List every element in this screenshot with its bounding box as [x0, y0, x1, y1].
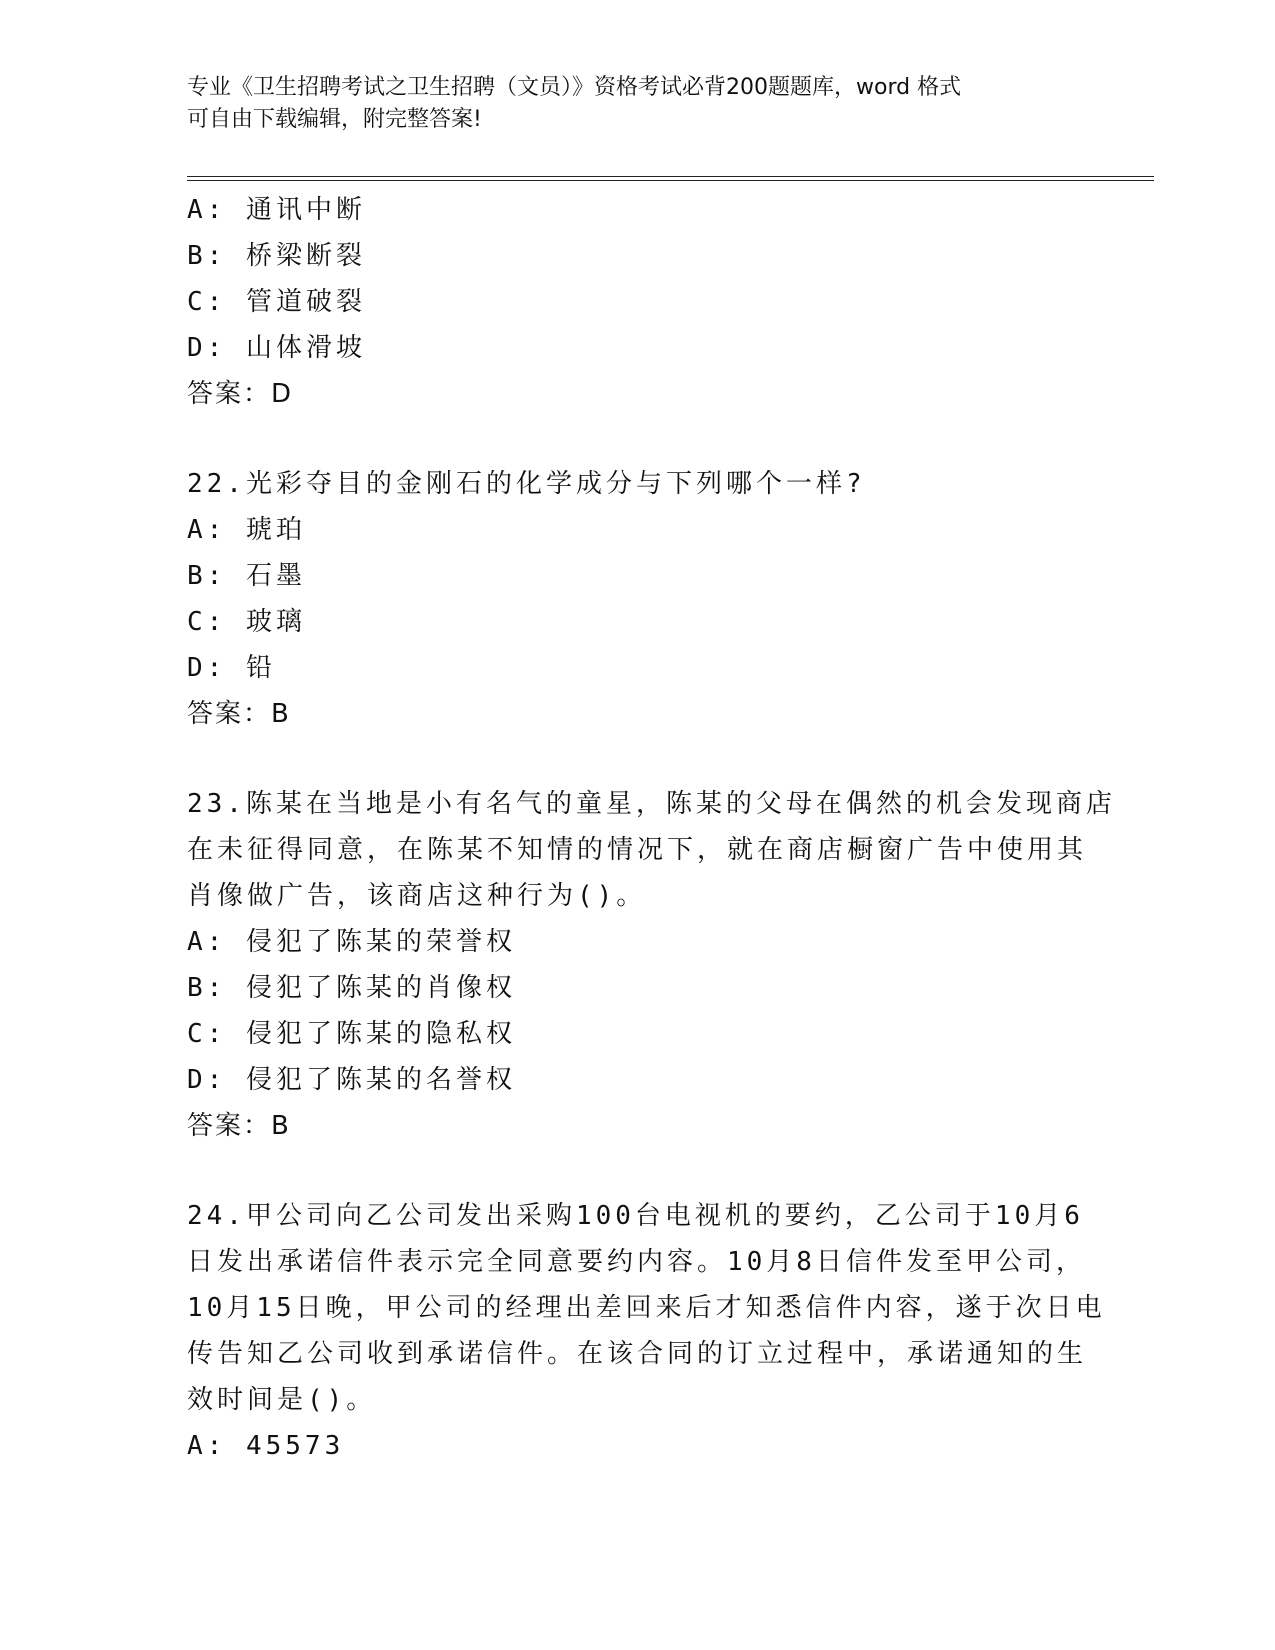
- spacer: [187, 417, 1087, 461]
- option-b: B: 侵犯了陈某的肖像权: [187, 973, 516, 1003]
- header-title-line-1: 专业《卫生招聘考试之卫生招聘（文员）》资格考试必背200题题库，word 格式: [187, 75, 962, 100]
- question-24: [187, 1193, 1106, 1469]
- question-text-line-3: 10月15日晚，甲公司的经理出差回来后才知悉信件内容，遂于次日电: [187, 1293, 1106, 1323]
- option-a: A: 45573: [187, 1431, 345, 1461]
- option-b: B: 桥梁断裂: [187, 241, 366, 271]
- header-divider: [187, 176, 1154, 181]
- question-text-line-1: 24.甲公司向乙公司发出采购100台电视机的要约，乙公司于10月6: [187, 1201, 1084, 1231]
- option-d: D: 山体滑坡: [187, 333, 366, 363]
- answer-label: 答案：D: [187, 379, 294, 409]
- option-c: C: 玻璃: [187, 607, 306, 637]
- question-22: [187, 461, 1087, 737]
- question-text: 22.光彩夺目的金刚石的化学成分与下列哪个一样?: [187, 469, 866, 499]
- answer-label: 答案：B: [187, 1111, 291, 1141]
- option-c: C: 管道破裂: [187, 287, 366, 317]
- spacer: [187, 1149, 1087, 1193]
- header-title-line-2: 可自由下载编辑，附完整答案!: [187, 107, 482, 132]
- question-21: [187, 187, 1087, 417]
- option-d: D: 铅: [187, 653, 276, 683]
- question-list: [187, 187, 1116, 1469]
- spacer: [187, 737, 1087, 781]
- option-a: A: 通讯中断: [187, 195, 366, 225]
- question-text-line-1: 23.陈某在当地是小有名气的童星，陈某的父母在偶然的机会发现商店: [187, 789, 1116, 819]
- option-d: D: 侵犯了陈某的名誉权: [187, 1065, 516, 1095]
- option-b: B: 石墨: [187, 561, 306, 591]
- question-text-line-2: 日发出承诺信件表示完全同意要约内容。10月8日信件发至甲公司，: [187, 1247, 1086, 1277]
- answer-label: 答案：B: [187, 699, 291, 729]
- question-text-line-3: 肖像做广告，该商店这种行为()。: [187, 881, 647, 911]
- document-header: [187, 72, 1087, 136]
- option-c: C: 侵犯了陈某的隐私权: [187, 1019, 516, 1049]
- question-text-line-2: 在未征得同意，在陈某不知情的情况下，就在商店橱窗广告中使用其: [187, 835, 1088, 865]
- question-text-line-5: 效时间是()。: [187, 1385, 377, 1415]
- option-a: A: 侵犯了陈某的荣誉权: [187, 927, 516, 957]
- question-text-line-4: 传告知乙公司收到承诺信件。在该合同的订立过程中，承诺通知的生: [187, 1339, 1088, 1369]
- option-a: A: 琥珀: [187, 515, 306, 545]
- question-23: [187, 781, 1116, 1149]
